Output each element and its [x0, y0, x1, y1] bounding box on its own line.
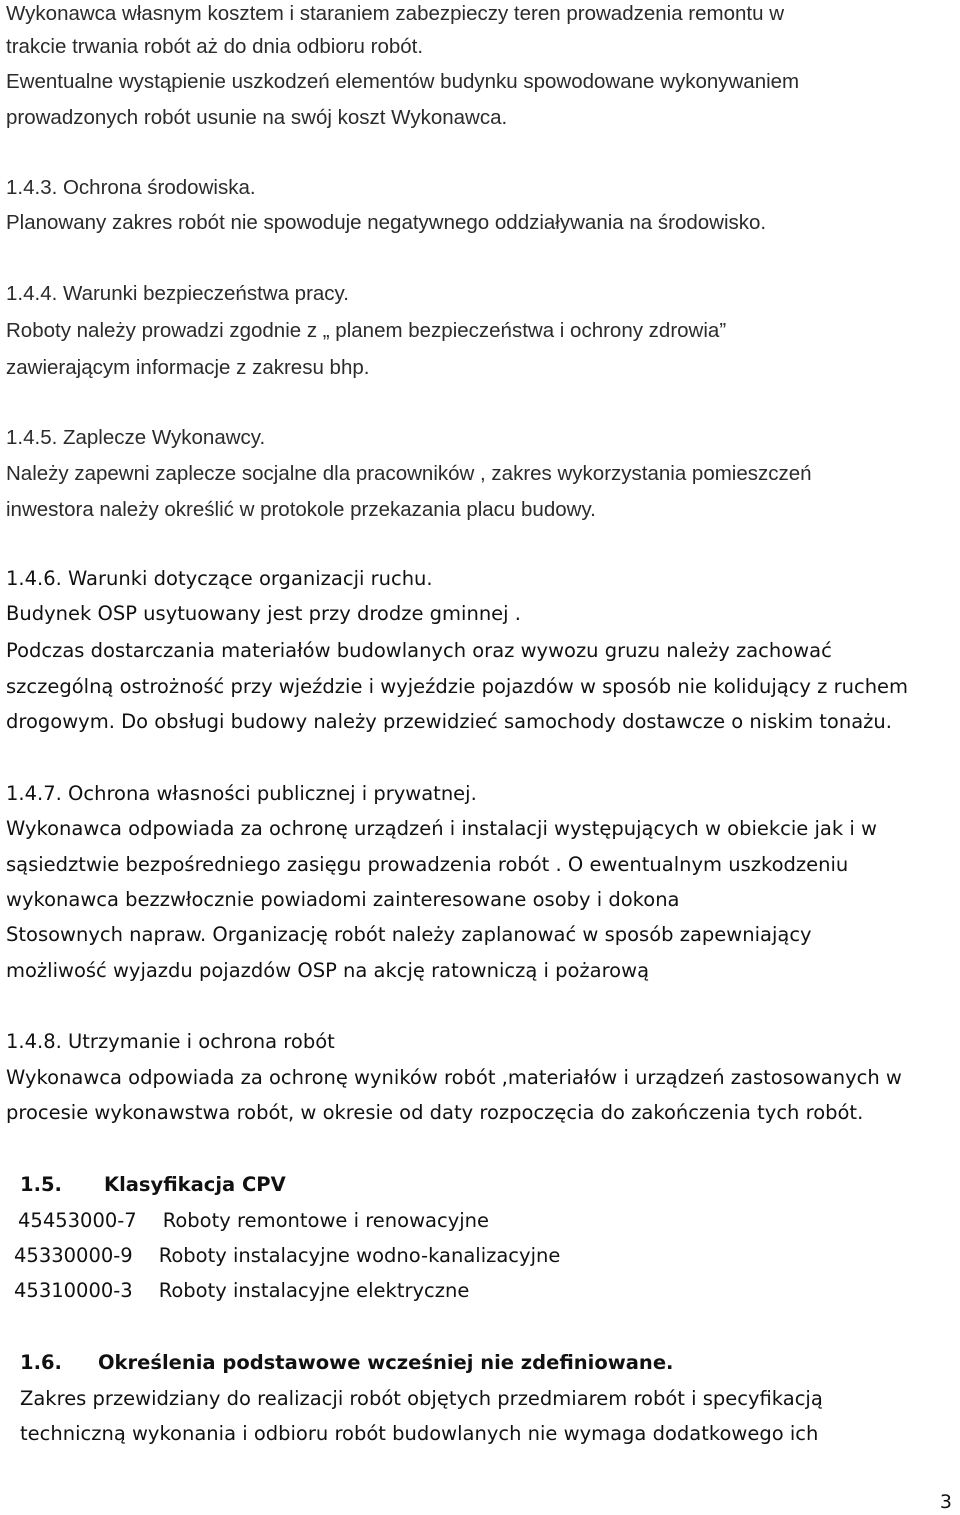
paragraph-line: Należy zapewni zaplecze socjalne dla pracowników , zakres wykorzystania pomieszczeń — [6, 462, 812, 485]
paragraph-line: szczególną ostrożność przy wjeździe i wyjeździe pojazdów w sposób nie kolidujący z ruchem — [6, 675, 909, 698]
paragraph-line: Wykonawca odpowiada za ochronę urządzeń i instalacji występujących w obiekcie jak i w — [6, 817, 877, 840]
section-heading-145: 1.4.5. Zaplecze Wykonawcy. — [6, 426, 266, 449]
paragraph-line: drogowym. Do obsługi budowy należy przewidzieć samochody dostawcze o niskim tonażu. — [6, 710, 892, 733]
cpv-code: 45453000-7 — [18, 1209, 137, 1232]
page-number: 3 — [939, 1491, 952, 1513]
cpv-item — [14, 1277, 469, 1305]
paragraph-line: procesie wykonawstwa robót, w okresie od daty rozpoczęcia do zakończenia tych robót. — [6, 1101, 864, 1124]
paragraph-line: Ewentualne wystąpienie uszkodzeń elementów budynku spowodowane wykonywaniem — [6, 70, 800, 93]
paragraph-line: trakcie trwania robót aż do dnia odbioru robót. — [6, 35, 424, 58]
paragraph-line: inwestora należy określić w protokole przekazania placu budowy. — [6, 498, 596, 521]
cpv-label: Roboty instalacyjne wodno-kanalizacyjne — [158, 1244, 561, 1267]
section-number: 1.6. — [20, 1351, 62, 1374]
paragraph-line: Roboty należy prowadzi zgodnie z „ planem bezpieczeństwa i ochrony zdrowia” — [6, 319, 727, 342]
paragraph-line: techniczną wykonania i odbioru robót budowlanych nie wymaga dodatkowego ich — [20, 1422, 819, 1445]
cpv-item — [14, 1242, 560, 1270]
paragraph-line: sąsiedztwie bezpośredniego zasięgu prowadzenia robót . O ewentualnym uszkodzeniu — [6, 853, 849, 876]
section-title: Klasyfikacja CPV — [103, 1173, 286, 1196]
section-heading-144: 1.4.4. Warunki bezpieczeństwa pracy. — [6, 282, 349, 305]
section-title: Określenia podstawowe wcześniej nie zdefiniowane. — [97, 1351, 674, 1374]
cpv-label: Roboty instalacyjne elektryczne — [158, 1279, 470, 1302]
section-heading-147: 1.4.7. Ochrona własności publicznej i prywatnej. — [6, 782, 477, 805]
section-heading-143: 1.4.3. Ochrona środowiska. — [6, 176, 256, 199]
paragraph-line: prowadzonych robót usunie na swój koszt Wykonawca. — [6, 106, 508, 129]
paragraph-line: Wykonawca własnym kosztem i staraniem zabezpieczy teren prowadzenia remontu w — [6, 2, 784, 25]
paragraph-line: wykonawca bezzwłocznie powiadomi zainteresowane osoby i dokona — [6, 888, 680, 911]
paragraph-line: Zakres przewidziany do realizacji robót objętych przedmiarem robót i specyfikacją — [20, 1387, 823, 1410]
section-number: 1.5. — [20, 1173, 62, 1196]
section-heading-16 — [20, 1349, 673, 1377]
paragraph-line: Budynek OSP usytuowany jest przy drodze gminnej . — [6, 602, 521, 625]
paragraph-line: Stosownych napraw. Organizację robót należy zaplanować w sposób zapewniający — [6, 923, 812, 946]
paragraph-line: zawierającym informacje z zakresu bhp. — [6, 356, 370, 379]
paragraph-line: Planowany zakres robót nie spowoduje negatywnego oddziaływania na środowisko. — [6, 211, 767, 234]
section-heading-15 — [20, 1171, 286, 1199]
paragraph-line: Podczas dostarczania materiałów budowlanych oraz wywozu gruzu należy zachować — [6, 639, 832, 662]
paragraph-line: Wykonawca odpowiada za ochronę wyników robót ,materiałów i urządzeń zastosowanych w — [6, 1066, 902, 1089]
cpv-code: 45310000-3 — [14, 1279, 133, 1302]
cpv-item — [18, 1207, 489, 1235]
section-heading-146: 1.4.6. Warunki dotyczące organizacji ruchu. — [6, 567, 433, 590]
cpv-label: Roboty remontowe i renowacyjne — [162, 1209, 490, 1232]
section-heading-148: 1.4.8. Utrzymanie i ochrona robót — [6, 1030, 335, 1053]
cpv-code: 45330000-9 — [14, 1244, 133, 1267]
paragraph-line: możliwość wyjazdu pojazdów OSP na akcję ratowniczą i pożarową — [6, 959, 650, 982]
